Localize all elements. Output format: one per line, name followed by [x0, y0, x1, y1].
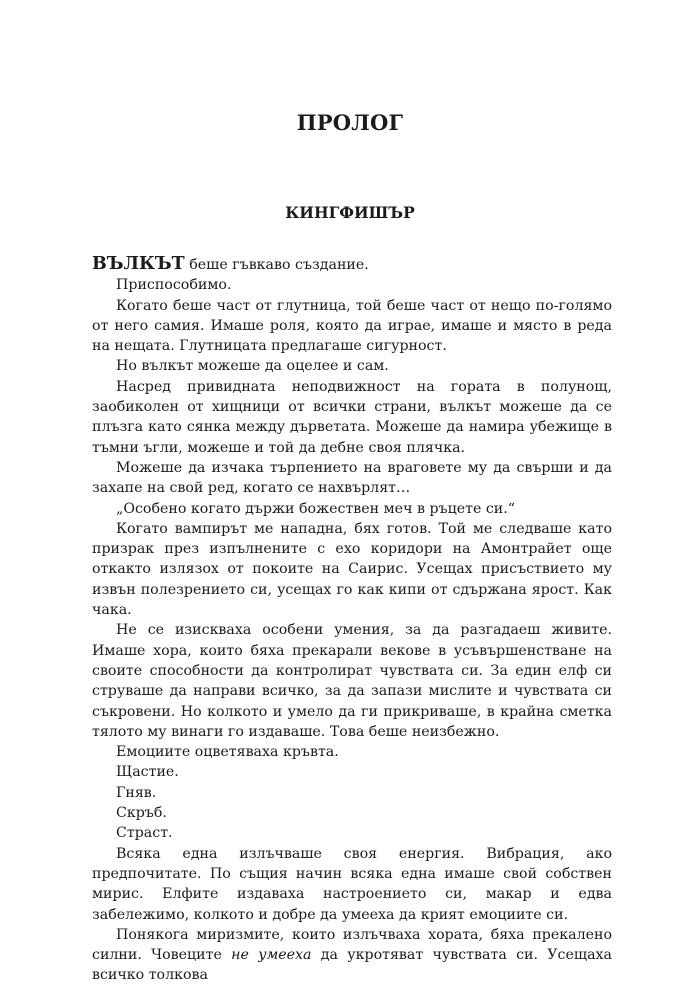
chapter-body: [92, 254, 612, 986]
paragraph: Приспособимо.: [116, 277, 232, 294]
paragraph: Когато вампирът ме нападна, бях готов. Той ме следваше като призрак през изпълнените с ехо коридори на Амонтрайет още откакто излязох от покоите на Саирис. Усещах присъствието му извън полезрението си, усещах го как кипи от сдържана ярост. Как чака.: [92, 520, 612, 619]
opening-lead-word: ВЪЛКЪТ: [92, 254, 185, 274]
paragraph: Всяка една излъчваше своя енергия. Вибрация, ако предпочитате. По същия начин всяка една имаше свой собствен мирис. Елфите издаваха настроението си, макар и едва забележимо, колкото и добре да умееха да крият емоциите си.: [92, 845, 612, 923]
paragraph: Когато беше част от глутница, той беше част от нещо по-голямо от него самия. Имаше роля, която да играе, имаше и място в реда на нещата. Глутницата предлагаше сигурност.: [92, 297, 612, 355]
paragraph: Гняв.: [116, 784, 157, 801]
paragraph: Емоциите оцветяваха кръвта.: [116, 744, 339, 761]
paragraph: Страст.: [116, 825, 173, 842]
paragraph: Скръб.: [116, 805, 167, 822]
paragraph: Не се изискваха особени умения, за да разгадаеш живите. Имаше хора, които бяха прекарали векове в усъвършенстване на своите способности да контролират чувствата си. За един елф си струваше да направи всичко, за да запази мислите и чувствата си съкровени. Но колкото и умело да ги прикриваше, в крайна сметка тялото му винаги го издаваше. Това беше неизбежно.: [92, 622, 612, 740]
last-paragraph: [92, 925, 612, 986]
paragraph: Но вълкът можеше да оцелее и сам.: [116, 358, 389, 375]
paragraph: „Особено когато държи божествен меч в ръцете си.“: [116, 500, 516, 517]
chapter-title: ПРОЛОГ: [296, 110, 404, 135]
emphasized-text: не умееха: [231, 947, 312, 964]
paragraph: Щастие.: [116, 764, 179, 781]
last-paragraph-start: Понякога миризмите, които излъчваха хората, бяха прекалено силни. Човеците: [92, 926, 612, 964]
last-paragraph-end: да укротяват чувствата си. Усещаха всичко толкова: [92, 947, 612, 984]
paragraph: Насред привидната неподвижност на гората в полунощ, заобиколен от хищници от всички страни, вълкът можеше да се плъзга като сянка между дърветата. Можеше да намира убежище в тъмни ъгли, можеше и той да дебне своя плячка.: [92, 378, 612, 456]
chapter-subtitle: КИНГФИШЪР: [285, 203, 415, 222]
opening-paragraph: [92, 254, 612, 275]
opening-rest: беше гъвкаво създание.: [184, 257, 369, 273]
paragraph: Можеше да изчака търпението на враговете му да свърши и да захапе на свой ред, когато се нахвърлят…: [92, 459, 612, 497]
